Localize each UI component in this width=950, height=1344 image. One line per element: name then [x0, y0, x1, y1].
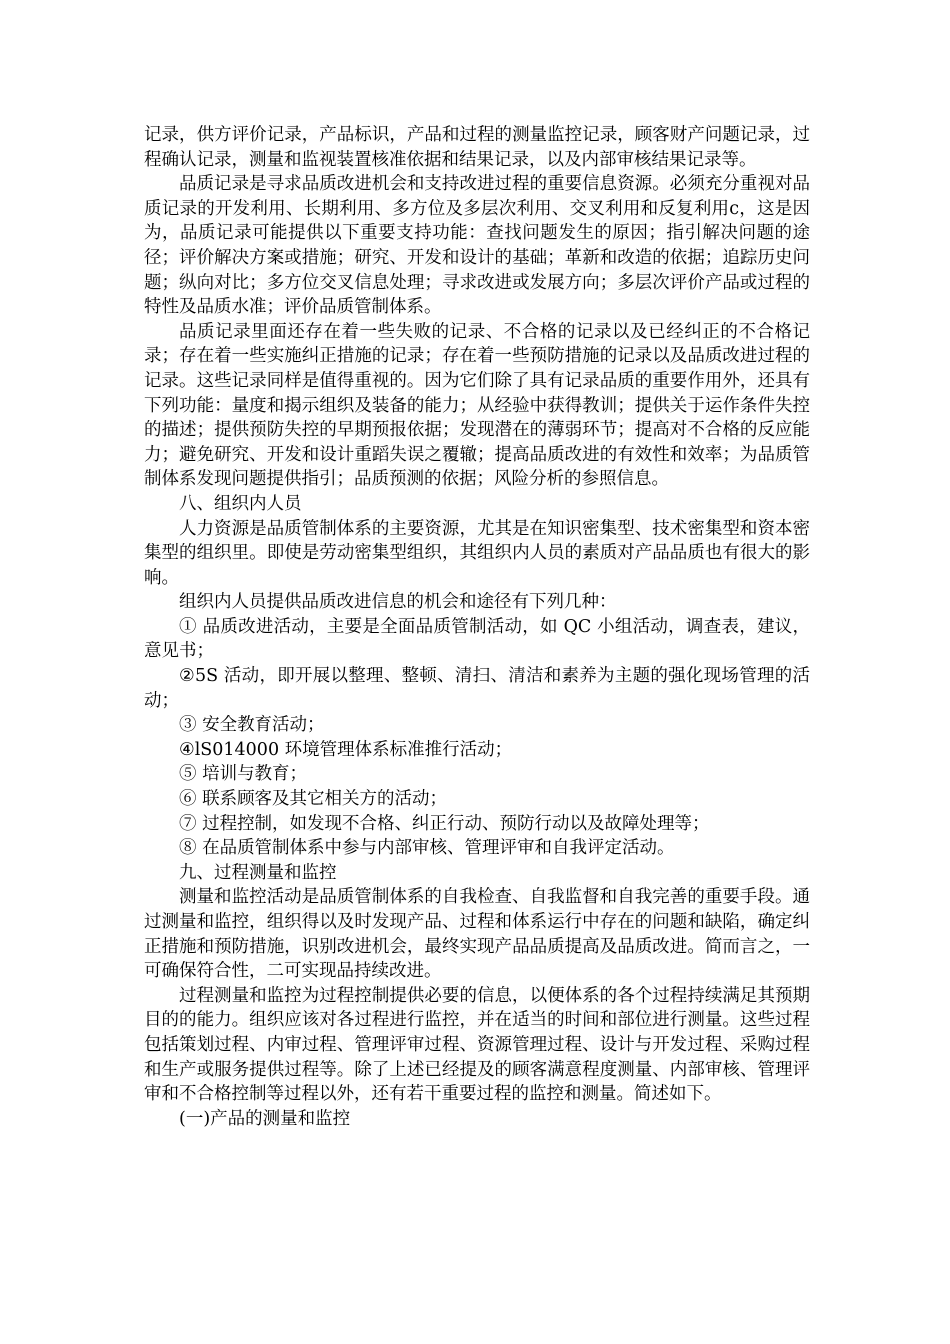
- list-item-6: ⑥ 联系顾客及其它相关方的活动；: [179, 789, 448, 810]
- paragraph-failure-records: 品质记录里面还存在着一些失败的记录、不合格的记录以及已经纠正的不合格记录；存在着一些实施纠正措施的记录；存在着一些预防措施的记录以及品质改进过程的记录。这些记录同样是值得重视的。因为它们除了具有记录品质的重要作用外，还具有下列功能：量度和揭示组织及装备的能力；从经验中获得教训；提供关于运作条件失控的描述；提供预防失控的早期预报依据；发现潜在的薄弱环节；提高对不合格的反应能力；避免研究、开发和设计重蹈失误之覆辙；提高品质改进的有效性和效率；为品质管制体系发现问题提供指引；品质预测的依据；风险分析的参照信息。: [144, 321, 810, 490]
- document-body: [144, 123, 810, 1131]
- list-item-7: ⑦ 过程控制，如发现不合格、纠正行动、预防行动以及故障处理等；: [179, 813, 710, 834]
- list-item-2: ②5S 活动，即开展以整理、整顿、清扫、清洁和素养为主题的强化现场管理的活动；: [144, 666, 810, 711]
- section-heading-process-measurement: 九、过程测量和监控: [179, 862, 337, 883]
- list-item-4: ④lS014000 环境管理体系标准推行活动；: [179, 739, 513, 760]
- paragraph-quality-records-resource: 品质记录是寻求品质改进机会和支持改进过程的重要信息资源。必须充分重视对品质记录的开发利用、长期利用、多方位及多层次利用、交叉利用和反复利用c，这是因为，品质记录可能提供以下重要支持功能：查找问题发生的原因；指引解决问题的途径；评价解决方案或措施；研究、开发和设计的基础；革新和改造的依据；追踪历史问题；纵向对比；多方位交叉信息处理；寻求改进或发展方向；多层次评价产品或过程的特性及品质水准；评价品质管制体系。: [144, 174, 810, 318]
- list-item-8: ⑧ 在品质管制体系中参与内部审核、管理评审和自我评定活动。: [179, 838, 675, 859]
- paragraph-process-control-info: 过程测量和监控为过程控制提供必要的信息，以便体系的各个过程持续满足其预期目的的能力。组织应该对各过程进行监控，并在适当的时间和部位进行测量。这些过程包括策划过程、内审过程、管理评审过程、资源管理过程、设计与开发过程、采购过程和生产或服务提供过程等。除了上述已经提及的顾客满意程度测量、内部审核、管理评审和不合格控制等过程以外，还有若干重要过程的监控和测量。简述如下。: [144, 985, 810, 1105]
- paragraph-human-resources: 人力资源是品质管制体系的主要资源，尤其是在知识密集型、技术密集型和资本密集型的组织里。即使是劳动密集型组织，其组织内人员的素质对产品品质也有很大的影响。: [144, 518, 810, 588]
- list-item-5: ⑤ 培训与教育；: [179, 764, 308, 785]
- list-item-1: ① 品质改进活动，主要是全面品质管制活动，如 QC 小组活动，调查表，建议，意见书；: [144, 616, 810, 662]
- section-heading-personnel: 八、组织内人员: [179, 493, 302, 514]
- subsection-heading-product-measurement: (一)产品的测量和监控: [179, 1108, 351, 1129]
- list-item-3: ③ 安全教育活动；: [179, 715, 325, 736]
- paragraph-measurement-monitoring: 测量和监控活动是品质管制体系的自我检查、自我监督和自我完善的重要手段。通过测量和监控，组织得以及时发现产品、过程和体系运行中存在的问题和缺陷，确定纠正措施和预防措施，识别改进机会，最终实现产品品质提高及品质改进。简而言之，一可确保符合性，二可实现品持续改进。: [144, 887, 810, 982]
- paragraph-records-continued: 记录，供方评价记录，产品标识，产品和过程的测量监控记录，顾客财产问题记录，过程确认记录，测量和监视装置核准依据和结果记录，以及内部审核结果记录等。: [144, 125, 810, 170]
- paragraph-personnel-channels-intro: 组织内人员提供品质改进信息的机会和途径有下列几种：: [179, 592, 617, 613]
